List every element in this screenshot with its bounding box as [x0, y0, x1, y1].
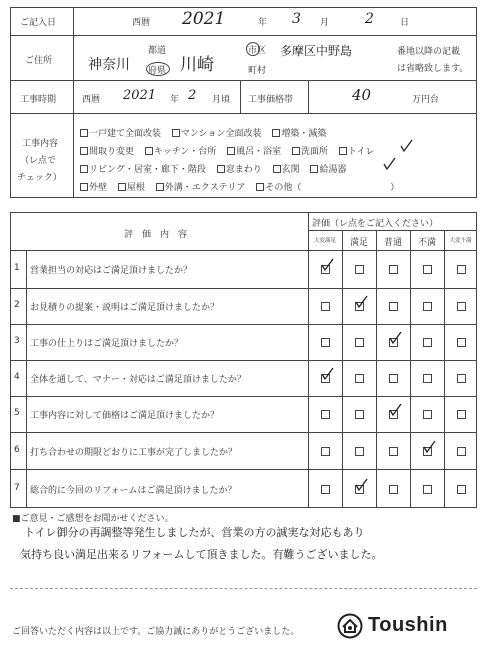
comments-label: ■ご意見・ご感想をお聞かせください。 — [12, 514, 174, 524]
checkbox[interactable] — [292, 147, 300, 155]
eval-col-divider-4 — [444, 230, 445, 508]
option-windows[interactable]: 窓まわり — [217, 165, 262, 175]
price-value[interactable]: 40 — [352, 86, 372, 104]
eval-col-normal: 普通 — [383, 238, 402, 248]
eval-rating-checkbox[interactable] — [457, 374, 466, 383]
option-kitchen[interactable]: キッチン・台所 — [145, 147, 216, 157]
eval-rating-checkbox[interactable] — [355, 410, 364, 419]
info-divider-3 — [10, 113, 477, 114]
eval-col-divider-1 — [342, 230, 343, 508]
eval-row-divider-2 — [10, 324, 477, 325]
eval-col-dissatisfied: 不満 — [417, 238, 436, 248]
eval-question-text: 打ち合わせの期限どおりに工事が完了しましたか？ — [30, 447, 238, 458]
eval-rating-header: 評価（レ点をご記入ください） — [312, 219, 439, 229]
checkbox[interactable] — [217, 165, 225, 173]
address-note-line1: 番地以降の記載 — [397, 47, 461, 57]
checkbox[interactable] — [172, 129, 180, 137]
eval-question-number: 7 — [14, 482, 20, 493]
eval-question-text: お見積りの提案・説明はご満足頂けましたか？ — [30, 303, 220, 313]
eval-col-very-dissatisfied: 大変不満 — [449, 238, 472, 244]
eval-question-number: 5 — [14, 408, 20, 418]
eval-rating-checkbox[interactable] — [355, 338, 364, 347]
eval-rating-checkbox[interactable] — [389, 485, 398, 494]
checkbox[interactable] — [227, 147, 235, 155]
eval-rating-checkbox[interactable] — [389, 265, 398, 274]
content-row-3 — [80, 162, 347, 175]
date-month-value[interactable]: 3 — [292, 11, 301, 27]
date-label: ご記入日 — [20, 18, 57, 28]
eval-check-mark — [388, 403, 402, 417]
option-other[interactable]: その他（ — [256, 183, 301, 193]
date-year-unit: 年 — [258, 18, 268, 28]
eval-question-text: 全体を通して、マナー・対応はご満足頂けましたか？ — [30, 375, 246, 385]
checkbox[interactable] — [80, 147, 88, 155]
checkbox[interactable] — [156, 183, 164, 191]
checkbox-checked[interactable] — [310, 165, 318, 173]
eval-rating-checkbox[interactable] — [423, 265, 432, 274]
option-extension[interactable]: 増築・減築 — [272, 129, 326, 139]
eval-rating-checkbox[interactable] — [457, 447, 466, 456]
date-day-value[interactable]: 2 — [365, 11, 374, 27]
toushin-logo-icon — [337, 613, 363, 639]
comments-line2[interactable]: 気持ち良い満足出来るリフォームして頂きました。有難うございました。 — [20, 548, 383, 561]
checkbox[interactable] — [80, 165, 88, 173]
footer-thanks: ご回答いただく内容は以上です。ご協力誠にありがとうございました。 — [12, 627, 300, 637]
address-district-value[interactable]: 多摩区中野島 — [280, 44, 353, 58]
option-exterior-wall[interactable]: 外壁 — [80, 183, 107, 193]
eval-question-number: 4 — [14, 372, 20, 382]
checkbox[interactable] — [80, 129, 88, 137]
eval-rating-checkbox[interactable] — [321, 338, 330, 347]
eval-row-divider-4 — [10, 396, 477, 397]
checkbox[interactable] — [272, 129, 280, 137]
content-row-2 — [80, 144, 374, 157]
period-year-value[interactable]: 2021 — [123, 88, 157, 103]
option-toilet[interactable]: トイレ — [339, 147, 375, 157]
option-roof[interactable]: 屋根 — [118, 183, 145, 193]
content-row-4 — [80, 180, 399, 193]
eval-row-divider-6 — [10, 469, 477, 470]
eval-rating-checkbox[interactable] — [423, 374, 432, 383]
date-era: 西暦 — [132, 18, 151, 28]
checkbox[interactable] — [273, 165, 281, 173]
checkbox[interactable] — [145, 147, 153, 155]
eval-row-divider-1 — [10, 288, 477, 289]
period-month-value[interactable]: 2 — [188, 88, 197, 103]
eval-header-bottom — [10, 250, 477, 251]
eval-rating-checkbox[interactable] — [423, 338, 432, 347]
content-label-line1: 工事内容 — [22, 139, 59, 149]
water-heater-check-mark — [382, 157, 396, 171]
eval-check-mark — [320, 367, 334, 381]
checkbox[interactable] — [80, 183, 88, 191]
eval-row-divider-5 — [10, 432, 477, 433]
option-washroom[interactable]: 洗面所 — [292, 147, 328, 157]
toilet-check-mark — [399, 139, 413, 153]
eval-question-number: 2 — [14, 300, 20, 310]
address-city-value[interactable]: 川崎 — [180, 55, 214, 75]
address-prefecture-value[interactable]: 神奈川 — [88, 57, 130, 73]
eval-rating-checkbox[interactable] — [457, 338, 466, 347]
comments-line1[interactable]: トイレ御分の再調整等発生しましたが、営業の方の誠実な対応もあり — [24, 526, 365, 539]
eval-question-text: 営業担当の対応はご満足頂けましたか？ — [30, 266, 193, 276]
eval-rating-checkbox[interactable] — [423, 302, 432, 311]
price-unit: 万円台 — [412, 95, 440, 105]
checkbox-checked[interactable] — [339, 147, 347, 155]
eval-rating-checkbox[interactable] — [423, 485, 432, 494]
address-to-do: 都道 — [148, 46, 167, 56]
period-divider — [240, 80, 241, 113]
eval-rating-checkbox[interactable] — [355, 374, 364, 383]
eval-rating-checkbox[interactable] — [321, 302, 330, 311]
option-other-close: ） — [390, 183, 400, 193]
info-divider-1 — [10, 35, 477, 36]
eval-rating-checkbox[interactable] — [423, 410, 432, 419]
info-divider-2 — [10, 80, 477, 81]
option-living[interactable]: リビング・居室・廊下・階段 — [80, 165, 206, 175]
eval-rating-checkbox[interactable] — [321, 410, 330, 419]
eval-header-label: 評 価 内 容 — [124, 230, 188, 240]
eval-rating-header-divider — [308, 230, 477, 231]
content-label-line3: チェック） — [17, 173, 62, 183]
eval-rating-checkbox[interactable] — [457, 410, 466, 419]
eval-check-mark — [320, 258, 334, 272]
option-exterior[interactable]: 外溝・エクステリア — [156, 183, 246, 193]
date-day-unit: 日 — [400, 18, 410, 28]
eval-rating-checkbox[interactable] — [321, 485, 330, 494]
address-fu-ken: 府県 — [148, 66, 167, 76]
toushin-logo-text: Toushin — [368, 614, 448, 636]
checkbox[interactable] — [256, 183, 264, 191]
eval-check-mark — [422, 440, 436, 454]
eval-question-number: 1 — [14, 263, 20, 273]
eval-row-divider-3 — [10, 360, 477, 361]
eval-check-mark — [354, 295, 368, 309]
checkbox[interactable] — [118, 183, 126, 191]
eval-question-text: 総合的に今回のリフォームはご満足頂けましたか？ — [30, 485, 237, 496]
eval-col-satisfied: 満足 — [349, 238, 368, 248]
period-era: 西暦 — [82, 95, 101, 105]
eval-question-text: 工事の仕上りはご満足頂けましたか？ — [30, 339, 184, 349]
eval-question-number: 3 — [14, 336, 20, 346]
eval-rating-checkbox[interactable] — [355, 265, 364, 274]
eval-rating-checkbox[interactable] — [389, 302, 398, 311]
eval-col-divider-2 — [376, 230, 377, 508]
address-shi-ku: 市区 — [248, 46, 267, 56]
eval-rating-checkbox[interactable] — [457, 302, 466, 311]
eval-no-divider — [26, 250, 27, 508]
option-detached-house[interactable]: 一戸建て全面改装 — [80, 129, 161, 139]
address-note-line2: は省略致します。 — [397, 64, 469, 74]
price-label: 工事価格帯 — [248, 95, 294, 105]
option-bath[interactable]: 風呂・浴室 — [227, 147, 281, 157]
eval-rating-checkbox[interactable] — [355, 447, 364, 456]
eval-check-mark — [354, 478, 368, 492]
eval-rating-checkbox[interactable] — [321, 447, 330, 456]
option-layout-change[interactable]: 間取り変更 — [80, 147, 134, 157]
address-label: ご住所 — [25, 56, 53, 66]
option-water-heater[interactable]: 給湯器 — [310, 165, 346, 175]
content-row-1 — [80, 126, 326, 139]
eval-rating-checkbox[interactable] — [457, 265, 466, 274]
option-entrance[interactable]: 玄関 — [273, 165, 300, 175]
address-cho-son: 町村 — [248, 66, 267, 76]
eval-rating-checkbox[interactable] — [457, 485, 466, 494]
date-month-unit: 月 — [320, 18, 330, 28]
content-label-line2: （レ点で — [20, 156, 57, 166]
date-year-value[interactable]: 2021 — [182, 9, 226, 29]
comments-bottom-rule — [10, 588, 477, 589]
eval-question-number: 6 — [14, 444, 20, 455]
period-year-unit: 年 — [170, 95, 180, 105]
eval-question-text: 工事内容に対して価格はご満足頂けましたか？ — [30, 411, 220, 421]
eval-col-very-satisfied: 大変満足 — [313, 238, 336, 244]
eval-rating-checkbox[interactable] — [389, 374, 398, 383]
eval-rating-divider — [308, 212, 309, 508]
eval-check-mark — [388, 331, 402, 345]
eval-rating-checkbox[interactable] — [389, 447, 398, 456]
price-divider — [308, 80, 309, 113]
eval-col-divider-3 — [410, 230, 411, 508]
period-label: 工事時期 — [20, 95, 57, 105]
option-apartment[interactable]: マンション全面改装 — [172, 129, 262, 139]
period-month-unit: 月頃 — [212, 95, 231, 105]
